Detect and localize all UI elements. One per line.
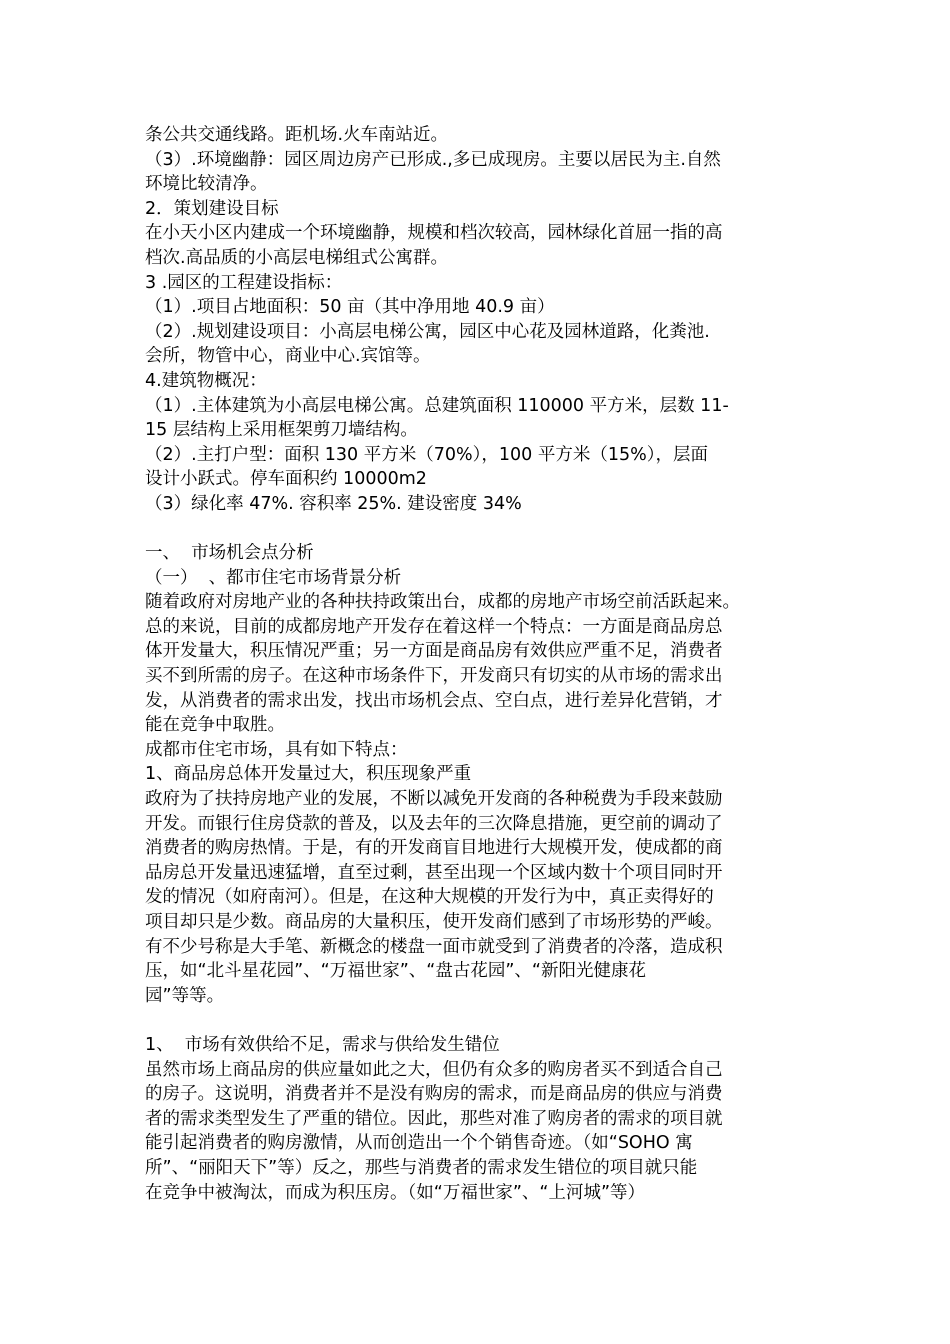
- text-line: 买不到所需的房子。在这种市场条件下，开发商只有切实的从市场的需求出: [145, 666, 723, 687]
- text-line: 所”、“丽阳天下”等）反之，那些与消费者的需求发生错位的项目就只能: [145, 1157, 698, 1178]
- section-heading: 4.建筑物概况：: [145, 370, 267, 391]
- text-line: 的房子。这说明，消费者并不是没有购房的需求，而是商品房的供应与消费: [145, 1084, 723, 1105]
- section-heading: 1、商品房总体开发量过大，积压现象严重: [145, 764, 472, 785]
- section-heading: 一、 市场机会点分析: [145, 543, 314, 564]
- text-line: 虽然市场上商品房的供应量如此之大，但仍有众多的购房者买不到适合自己: [145, 1059, 723, 1080]
- text-line: 能引起消费者的购房激情，从而创造出一个个销售奇迹。（如“SOHO 寓: [145, 1133, 693, 1154]
- section-heading: 2．策划建设目标: [145, 198, 279, 219]
- text-line: 环境比较清净。: [145, 174, 268, 195]
- text-line: （3）.环境幽静：园区周边房产已形成.,多已成现房。主要以居民为主.自然: [145, 149, 721, 170]
- text-line: 15 层结构上采用框架剪刀墙结构。: [145, 420, 418, 441]
- text-line: 总的来说，目前的成都房地产开发存在着这样一个特点：一方面是商品房总: [145, 616, 723, 637]
- text-line: （2）.主打户型：面积 130 平方米（70%），100 平方米（15%），层面: [145, 444, 708, 465]
- document-body: [145, 123, 817, 1205]
- text-line: （3）绿化率 47%. 容积率 25%. 建设密度 34%: [145, 493, 522, 514]
- text-line: 能在竞争中取胜。: [145, 715, 285, 736]
- text-line: 项目却只是少数。商品房的大量积压，使开发商们感到了市场形势的严峻。: [145, 912, 723, 932]
- text-line: 体开发量大，积压情况严重；另一方面是商品房有效供应严重不足，消费者: [145, 641, 723, 662]
- text-line: （1）.主体建筑为小高层电梯公寓。总建筑面积 110000 平方米，层数 11-: [145, 395, 729, 416]
- text-line: 随着政府对房地产业的各种扶持政策出台，成都的房地产市场空前活跃起来。: [145, 592, 740, 613]
- text-line: 消费者的购房热情。于是，有的开发商盲目地进行大规模开发，使成都的商: [145, 838, 723, 859]
- text-line: 者的需求类型发生了严重的错位。因此，那些对准了购房者的需求的项目就: [145, 1108, 723, 1129]
- text-line: 压，如“北斗星花园”、“万福世家”、“盘古花园”、“新阳光健康花: [145, 961, 646, 982]
- text-line: 在竞争中被淘汰，而成为积压房。（如“万福世家”、“上河城”等）: [145, 1182, 646, 1203]
- text-line: （1）.项目占地面积：50 亩（其中净用地 40.9 亩）: [145, 297, 555, 318]
- blank-line: [145, 1008, 817, 1033]
- text-line: 条公共交通线路。距机场.火车南站近。: [145, 125, 449, 145]
- text-line: 会所，物管中心，商业中心.宾馆等。: [145, 346, 431, 367]
- text-line: 品房总开发量迅速猛增，直至过剩，甚至出现一个区域内数十个项目同时开: [145, 862, 723, 883]
- text-line: 设计小跃式。停车面积约 10000m2: [145, 469, 427, 490]
- text-line: 政府为了扶持房地产业的发展，不断以减免开发商的各种税费为手段来鼓励: [145, 789, 723, 810]
- text-line: 园”等等。: [145, 985, 225, 1006]
- text-line: 发，从消费者的需求出发，找出市场机会点、空白点，进行差异化营销，才: [145, 690, 723, 711]
- section-heading: 3 .园区的工程建设指标：: [145, 272, 343, 293]
- section-heading: （一） 、都市住宅市场背景分析: [145, 567, 402, 588]
- section-heading: 1、 市场有效供给不足，需求与供给发生错位: [145, 1034, 500, 1055]
- text-line: 在小天小区内建成一个环境幽静，规模和档次较高，园林绿化首屈一指的高: [145, 223, 723, 244]
- text-line: （2）.规划建设项目：小高层电梯公寓，园区中心花及园林道路，化粪池.: [145, 321, 710, 342]
- text-line: 开发。而银行住房贷款的普及，以及去年的三次降息措施，更空前的调动了: [145, 813, 723, 834]
- text-line: 档次.高品质的小高层电梯组式公寓群。: [145, 247, 449, 268]
- text-line: 有不少号称是大手笔、新概念的楼盘一面市就受到了消费者的冷落，造成积: [145, 936, 723, 957]
- text-line: 发的情况（如府南河）。但是，在这种大规模的开发行为中，真正卖得好的: [145, 887, 714, 908]
- text-line: 成都市住宅市场，具有如下特点：: [145, 739, 408, 760]
- blank-line: [145, 517, 817, 542]
